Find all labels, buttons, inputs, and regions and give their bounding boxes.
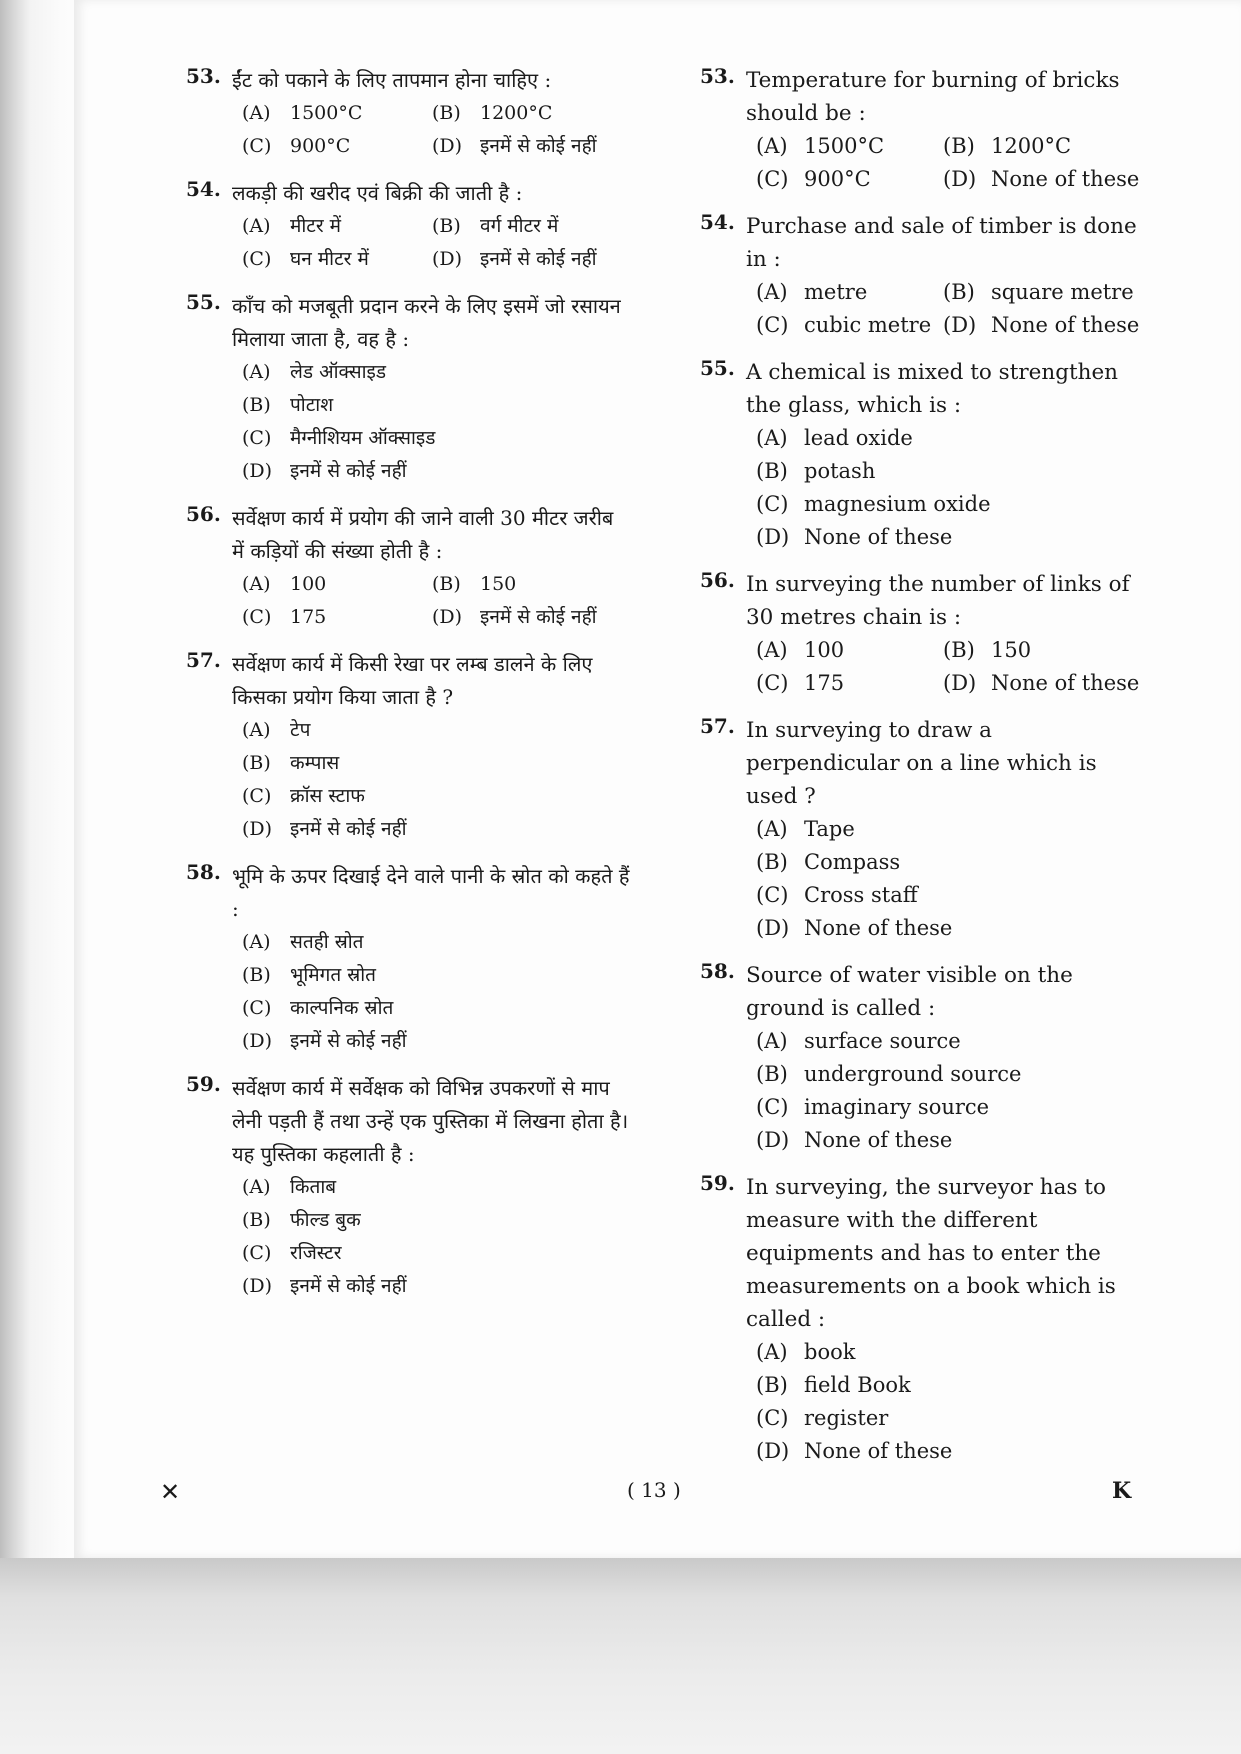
question-54 — [700, 210, 1150, 342]
english-column — [700, 64, 1150, 1482]
option-text: कम्पास — [290, 752, 340, 774]
question-number: 55. — [186, 290, 221, 314]
option-label: (C) — [242, 427, 272, 449]
question-text: In surveying the number of links of 30 metres chain is : — [746, 572, 1130, 630]
option-label: (B) — [756, 459, 788, 483]
option-label: (C) — [756, 1406, 789, 1430]
option-label: (C) — [242, 606, 272, 628]
option-text: imaginary source — [804, 1095, 990, 1119]
option-label: (A) — [242, 102, 271, 124]
question-59 — [186, 1072, 631, 1303]
option-label: (D) — [943, 671, 977, 695]
option-text: None of these — [804, 525, 953, 549]
option-text: 1500°C — [290, 102, 363, 124]
option-label: (D) — [943, 313, 977, 337]
option-b — [242, 959, 631, 992]
option-label: (C) — [242, 248, 272, 270]
option-text: lead oxide — [804, 426, 913, 450]
option-text: book — [804, 1340, 856, 1364]
question-number: 54. — [700, 210, 735, 234]
option-text: क्रॉस स्टाफ — [290, 785, 365, 807]
question-text: सर्वेक्षण कार्य में प्रयोग की जाने वाली 30 मीटर जरीब में कड़ियों की संख्या होती है : — [232, 506, 614, 563]
options — [756, 634, 1150, 700]
option-b — [756, 1369, 1150, 1402]
options — [756, 1025, 1150, 1157]
question-text: काँच को मजबूती प्रदान करने के लिए इसमें जो रसायन मिलाया जाता है, वह है : — [232, 294, 621, 351]
option-c — [756, 1091, 1150, 1124]
option-text: इनमें से कोई नहीं — [290, 1030, 407, 1052]
option-c — [242, 992, 631, 1025]
option-label: (B) — [943, 134, 975, 158]
option-label: (A) — [242, 931, 271, 953]
option-text: magnesium oxide — [804, 492, 991, 516]
option-text: सतही स्रोत — [290, 931, 364, 953]
question-number: 59. — [186, 1072, 221, 1096]
option-d — [242, 813, 631, 846]
question-number: 56. — [700, 568, 735, 592]
option-b — [242, 1204, 631, 1237]
question-58 — [186, 860, 631, 1058]
option-a — [242, 97, 432, 130]
option-label: (C) — [756, 671, 789, 695]
option-b — [756, 455, 1150, 488]
option-d — [756, 521, 1150, 554]
question-number: 58. — [700, 959, 735, 983]
question-57 — [186, 648, 631, 846]
option-d — [943, 667, 1150, 700]
option-c — [756, 1402, 1150, 1435]
option-a — [242, 714, 631, 747]
option-text: लेड ऑक्साइड — [290, 361, 387, 383]
option-label: (B) — [242, 1209, 271, 1231]
options — [242, 210, 631, 276]
page-number: ( 13 ) — [627, 1478, 681, 1502]
option-text: None of these — [991, 671, 1140, 695]
question-59 — [700, 1171, 1150, 1468]
question-number: 55. — [700, 356, 735, 380]
option-text: मीटर में — [290, 215, 342, 237]
option-b — [242, 389, 631, 422]
option-label: (D) — [432, 135, 463, 157]
option-b — [756, 1058, 1150, 1091]
option-label: (A) — [242, 719, 271, 741]
option-d — [943, 163, 1150, 196]
option-text: फील्ड बुक — [290, 1209, 361, 1231]
option-d — [242, 455, 631, 488]
options — [242, 926, 631, 1058]
option-c — [242, 130, 432, 163]
option-text: पोटाश — [290, 394, 334, 416]
option-d — [943, 309, 1150, 342]
option-text: Cross staff — [804, 883, 918, 907]
option-label: (D) — [242, 1030, 273, 1052]
question-text: भूमि के ऊपर दिखाई देने वाले पानी के स्रोत को कहते हैं : — [232, 864, 630, 921]
option-c — [756, 163, 943, 196]
option-label: (A) — [756, 817, 788, 841]
option-a — [756, 130, 943, 163]
question-57 — [700, 714, 1150, 945]
option-d — [756, 1124, 1150, 1157]
option-label: (B) — [432, 573, 461, 595]
option-label: (C) — [242, 785, 272, 807]
option-a — [756, 1025, 1150, 1058]
option-b — [943, 276, 1150, 309]
option-b — [756, 846, 1150, 879]
option-text: मैग्नीशियम ऑक्साइड — [290, 427, 436, 449]
option-a — [756, 276, 943, 309]
option-c — [242, 422, 631, 455]
option-b — [242, 747, 631, 780]
option-label: (A) — [756, 1340, 788, 1364]
option-c — [756, 488, 1150, 521]
option-label: (A) — [242, 1176, 271, 1198]
option-text: 1200°C — [480, 102, 553, 124]
option-text: surface source — [804, 1029, 961, 1053]
option-a — [242, 356, 631, 389]
question-text: सर्वेक्षण कार्य में किसी रेखा पर लम्ब डालने के लिए किसका प्रयोग किया जाता है ? — [232, 652, 593, 709]
option-text: None of these — [804, 916, 953, 940]
question-text: In surveying, the surveyor has to measure with the different equipments and has to enter the measurements on a book which is called : — [746, 1175, 1116, 1332]
option-text: 150 — [480, 573, 517, 595]
question-58 — [700, 959, 1150, 1157]
options — [242, 568, 631, 634]
question-54 — [186, 177, 631, 276]
option-c — [242, 243, 432, 276]
option-b — [943, 634, 1150, 667]
question-number: 53. — [186, 64, 221, 88]
question-text: A chemical is mixed to strengthen the glass, which is : — [746, 360, 1119, 418]
question-text: सर्वेक्षण कार्य में सर्वेक्षक को विभिन्न उपकरणों से माप लेनी पड़ती हैं तथा उन्हें एक पुस्तिका में लिखना होता है। यह पुस्तिका कहलाती है : — [232, 1076, 629, 1166]
option-label: (D) — [432, 248, 463, 270]
question-55 — [186, 290, 631, 488]
question-53 — [186, 64, 631, 163]
option-text: 150 — [991, 638, 1032, 662]
options — [242, 1171, 631, 1303]
option-a — [756, 634, 943, 667]
option-label: (A) — [756, 134, 788, 158]
options — [242, 714, 631, 846]
option-text: इनमें से कोई नहीं — [480, 135, 597, 157]
option-a — [242, 1171, 631, 1204]
option-label: (D) — [242, 818, 273, 840]
option-label: (B) — [242, 394, 271, 416]
question-number: 58. — [186, 860, 221, 884]
option-label: (D) — [242, 460, 273, 482]
option-text: Tape — [804, 817, 855, 841]
option-label: (A) — [242, 573, 271, 595]
option-label: (B) — [242, 964, 271, 986]
question-56 — [186, 502, 631, 634]
option-text: वर्ग मीटर में — [480, 215, 559, 237]
option-d — [432, 130, 631, 163]
question-56 — [700, 568, 1150, 700]
option-text: underground source — [804, 1062, 1022, 1086]
option-text: cubic metre — [804, 313, 932, 337]
option-d — [242, 1270, 631, 1303]
question-text: In surveying to draw a perpendicular on a line which is used ? — [746, 718, 1097, 809]
option-label: (C) — [242, 135, 272, 157]
option-a — [242, 926, 631, 959]
question-number: 59. — [700, 1171, 735, 1195]
option-label: (B) — [756, 850, 788, 874]
option-a — [756, 1336, 1150, 1369]
hindi-column — [186, 64, 631, 1317]
option-label: (C) — [756, 883, 789, 907]
options — [756, 130, 1150, 196]
question-text: Temperature for burning of bricks should be : — [746, 68, 1120, 126]
option-a — [242, 210, 432, 243]
question-text: लकड़ी की खरीद एवं बिक्री की जाती है : — [232, 181, 523, 205]
option-b — [432, 97, 631, 130]
option-label: (A) — [756, 1029, 788, 1053]
cross-mark: ✕ — [160, 1478, 181, 1506]
option-text: इनमें से कोई नहीं — [480, 248, 597, 270]
option-label: (D) — [242, 1275, 273, 1297]
option-label: (B) — [242, 752, 271, 774]
option-d — [756, 1435, 1150, 1468]
option-label: (B) — [756, 1373, 788, 1397]
question-text: Purchase and sale of timber is done in : — [746, 214, 1137, 272]
option-text: 1500°C — [804, 134, 885, 158]
option-label: (D) — [756, 1128, 790, 1152]
option-text: field Book — [804, 1373, 911, 1397]
option-text: Compass — [804, 850, 901, 874]
option-c — [756, 879, 1150, 912]
option-label: (A) — [242, 361, 271, 383]
question-number: 57. — [700, 714, 735, 738]
option-c — [756, 309, 943, 342]
options — [756, 813, 1150, 945]
option-label: (A) — [756, 426, 788, 450]
option-d — [432, 243, 631, 276]
option-text: भूमिगत स्रोत — [290, 964, 376, 986]
question-number: 57. — [186, 648, 221, 672]
question-text: Source of water visible on the ground is called : — [746, 963, 1073, 1021]
option-text: metre — [804, 280, 868, 304]
option-text: टेप — [290, 719, 311, 741]
option-d — [756, 912, 1150, 945]
question-number: 56. — [186, 502, 221, 526]
options — [756, 276, 1150, 342]
option-a — [756, 422, 1150, 455]
option-label: (C) — [756, 313, 789, 337]
option-text: 100 — [290, 573, 327, 595]
question-number: 53. — [700, 64, 735, 88]
option-label: (D) — [756, 916, 790, 940]
option-label: (A) — [756, 280, 788, 304]
question-number: 54. — [186, 177, 221, 201]
option-b — [432, 568, 631, 601]
option-label: (D) — [756, 1439, 790, 1463]
option-text: इनमें से कोई नहीं — [290, 818, 407, 840]
option-text: square metre — [991, 280, 1134, 304]
option-c — [242, 601, 432, 634]
option-label: (D) — [943, 167, 977, 191]
option-c — [756, 667, 943, 700]
option-label: (B) — [432, 102, 461, 124]
option-text: None of these — [991, 313, 1140, 337]
option-label: (C) — [242, 997, 272, 1019]
option-text: 100 — [804, 638, 845, 662]
option-label: (A) — [242, 215, 271, 237]
option-text: इनमें से कोई नहीं — [290, 460, 407, 482]
option-a — [756, 813, 1150, 846]
option-b — [943, 130, 1150, 163]
option-text: 175 — [290, 606, 327, 628]
option-d — [432, 601, 631, 634]
options — [242, 97, 631, 163]
option-text: किताब — [290, 1176, 337, 1198]
option-text: 900°C — [804, 167, 871, 191]
option-text: 175 — [804, 671, 845, 695]
option-text: potash — [804, 459, 876, 483]
options — [242, 356, 631, 488]
option-text: 1200°C — [991, 134, 1072, 158]
option-text: इनमें से कोई नहीं — [290, 1275, 407, 1297]
option-text: register — [804, 1406, 889, 1430]
option-label: (B) — [943, 638, 975, 662]
option-label: (B) — [756, 1062, 788, 1086]
option-label: (C) — [756, 1095, 789, 1119]
option-text: 900°C — [290, 135, 351, 157]
option-text: इनमें से कोई नहीं — [480, 606, 597, 628]
question-55 — [700, 356, 1150, 554]
option-label: (D) — [432, 606, 463, 628]
option-b — [432, 210, 631, 243]
option-label: (C) — [756, 492, 789, 516]
option-c — [242, 1237, 631, 1270]
option-text: घन मीटर में — [290, 248, 369, 270]
option-text: None of these — [991, 167, 1140, 191]
option-text: रजिस्टर — [290, 1242, 342, 1264]
option-c — [242, 780, 631, 813]
option-label: (B) — [432, 215, 461, 237]
option-label: (B) — [943, 280, 975, 304]
options — [756, 1336, 1150, 1468]
option-label: (A) — [756, 638, 788, 662]
option-label: (C) — [242, 1242, 272, 1264]
booklet-series: K — [1112, 1478, 1132, 1504]
option-a — [242, 568, 432, 601]
question-53 — [700, 64, 1150, 196]
option-label: (D) — [756, 525, 790, 549]
question-text: ईंट को पकाने के लिए तापमान होना चाहिए : — [232, 68, 552, 92]
option-text: None of these — [804, 1439, 953, 1463]
option-d — [242, 1025, 631, 1058]
options — [756, 422, 1150, 554]
option-text: काल्पनिक स्रोत — [290, 997, 394, 1019]
option-text: None of these — [804, 1128, 953, 1152]
scan-bottom-band — [0, 1558, 1241, 1754]
option-label: (C) — [756, 167, 789, 191]
